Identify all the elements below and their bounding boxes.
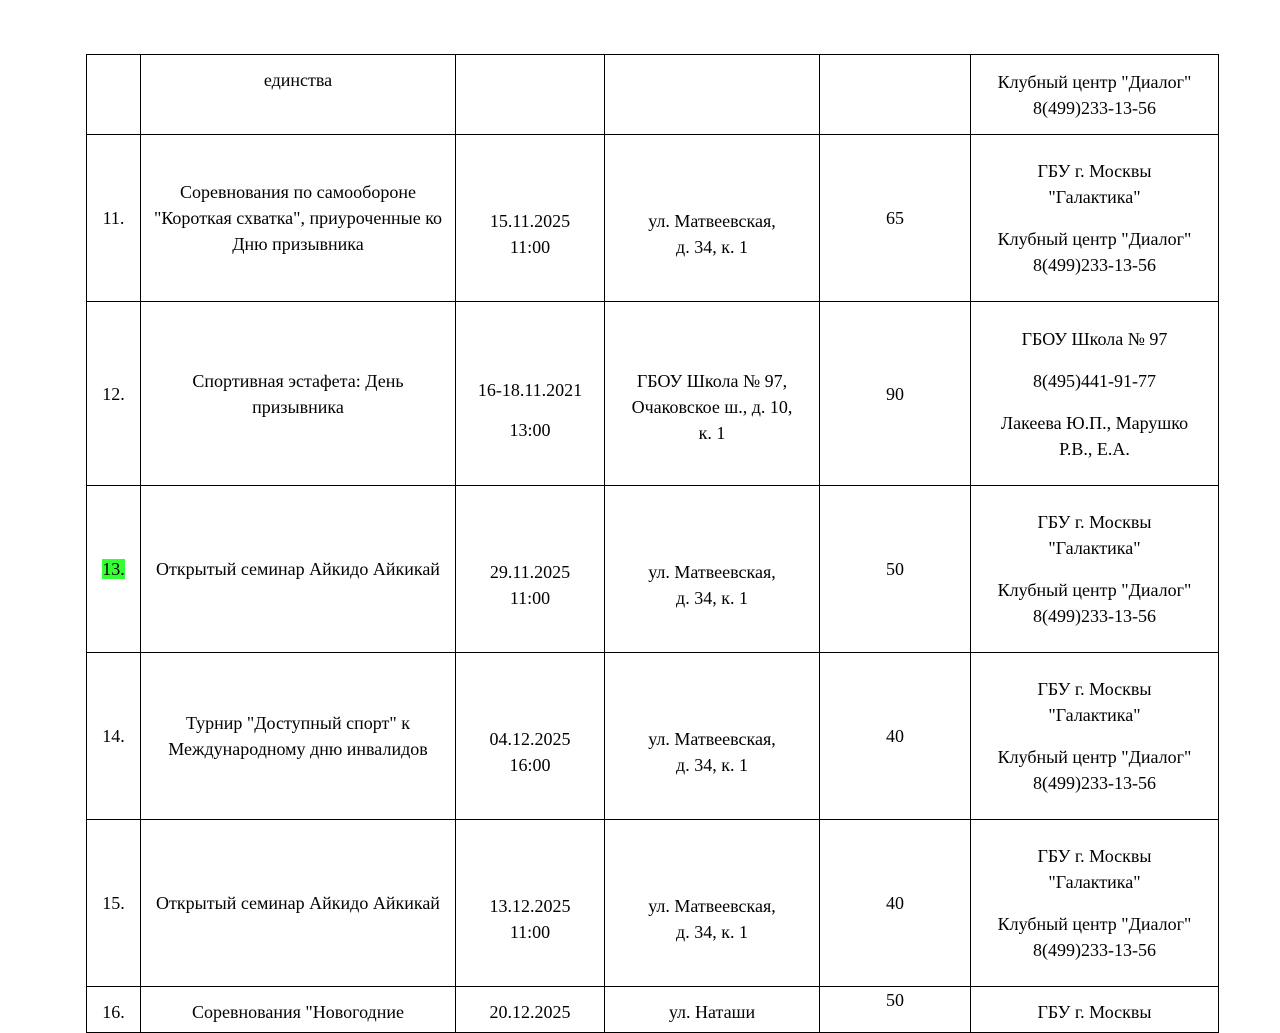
event-name-cell — [141, 55, 456, 135]
organizer-cell — [971, 135, 1219, 302]
event-date-line: 20.12.2025 — [489, 1001, 571, 1022]
table-row — [87, 486, 1219, 653]
event-place-line: Очаковское ш., д. 10, — [631, 397, 793, 417]
organizer-line: ГБОУ Школа № 97 — [1021, 328, 1168, 349]
organizer-line: Клубный центр "Диалог" — [997, 229, 1192, 249]
organizer-line: 8(495)441-91-77 — [1033, 370, 1156, 391]
row-number: 12. — [102, 383, 125, 404]
event-place-line: к. 1 — [698, 423, 726, 443]
event-name-line: Спортивная эстафета: День призывника — [192, 370, 404, 417]
organizer-block — [975, 843, 1214, 895]
event-date-cell — [456, 820, 605, 987]
participants-count-cell — [820, 653, 971, 820]
event-date-line: 13:00 — [509, 420, 551, 440]
event-place-cell — [605, 55, 820, 135]
organizer-block — [975, 368, 1214, 394]
table-row — [87, 820, 1219, 987]
organizer-line: "Галактика" — [1048, 705, 1141, 725]
event-name-line: Открытый семинар Айкидо Айкикай — [156, 559, 440, 579]
event-date-line: 15.11.2025 — [489, 210, 571, 231]
event-name-cell — [141, 653, 456, 820]
organizer-line: ГБУ г. Москвы — [1037, 1001, 1152, 1022]
organizer-cell — [971, 653, 1219, 820]
organizer-block — [975, 158, 1214, 210]
organizer-line: Р.В., Е.А. — [1059, 438, 1130, 459]
table-row — [87, 135, 1219, 302]
participants-count: 50 — [886, 559, 904, 579]
participants-count-cell — [820, 55, 971, 135]
organizer-line: 8(499)233-13-56 — [1033, 940, 1156, 960]
event-place-cell — [605, 820, 820, 987]
event-name-cell — [141, 820, 456, 987]
event-date-cell — [456, 302, 605, 486]
organizer-cell — [971, 302, 1219, 486]
organizer-line: "Галактика" — [1048, 872, 1141, 892]
organizer-line: 8(499)233-13-56 — [1033, 255, 1156, 275]
event-place-line: д. 34, к. 1 — [676, 236, 748, 257]
row-number: 16. — [102, 1001, 125, 1022]
organizer-line: Клубный центр "Диалог" — [997, 747, 1192, 767]
table-row — [87, 987, 1219, 1033]
table-row — [87, 653, 1219, 820]
participants-count-cell — [820, 135, 971, 302]
event-place-line: ул. Матвеевская, — [648, 895, 776, 916]
organizer-line: 8(499)233-13-56 — [1033, 97, 1156, 118]
organizer-block — [975, 999, 1214, 1025]
organizer-line: 8(499)233-13-56 — [1033, 773, 1156, 793]
event-place-cell — [605, 987, 820, 1033]
participants-count-cell — [820, 820, 971, 987]
event-name-cell — [141, 302, 456, 486]
event-place-cell — [605, 486, 820, 653]
events-table-body — [87, 55, 1219, 1033]
participants-count-cell — [820, 302, 971, 486]
participants-count: 90 — [886, 383, 904, 404]
participants-count: 40 — [886, 726, 904, 746]
organizer-line: 8(499)233-13-56 — [1033, 606, 1156, 626]
organizer-cell — [971, 987, 1219, 1033]
event-date-line: 29.11.2025 — [489, 561, 571, 582]
organizer-line: "Галактика" — [1048, 538, 1141, 558]
organizer-line: ГБУ г. Москвы — [1037, 846, 1152, 866]
table-row — [87, 55, 1219, 135]
organizer-line: "Галактика" — [1048, 187, 1141, 207]
event-place-cell — [605, 302, 820, 486]
event-place-line: ул. Матвеевская, — [648, 728, 776, 749]
participants-count: 40 — [886, 893, 904, 913]
organizer-block — [975, 69, 1214, 121]
organizer-block — [975, 744, 1214, 796]
organizer-line: Клубный центр "Диалог" — [997, 71, 1192, 92]
event-place-line: ГБОУ Школа № 97, — [636, 371, 788, 391]
event-date-line: 16-18.11.2021 — [477, 380, 583, 400]
organizer-line: Клубный центр "Диалог" — [997, 580, 1192, 600]
event-date-line: 13.12.2025 — [489, 895, 571, 916]
row-number-cell — [87, 486, 141, 653]
event-date-line: 11:00 — [509, 587, 551, 608]
row-number-cell — [87, 653, 141, 820]
row-number: 11. — [102, 208, 125, 228]
organizer-cell — [971, 55, 1219, 135]
event-date-cell — [456, 987, 605, 1033]
event-place-line: д. 34, к. 1 — [676, 587, 748, 608]
event-date-line: 16:00 — [509, 754, 551, 775]
row-number: 14. — [102, 726, 125, 746]
event-name-line: Соревнования "Новогодние — [192, 1001, 404, 1022]
row-number: 13. — [102, 559, 125, 579]
row-number-cell — [87, 135, 141, 302]
participants-count: 50 — [886, 990, 904, 1010]
event-place-line: д. 34, к. 1 — [676, 754, 748, 775]
event-date-cell — [456, 55, 605, 135]
event-name-cell — [141, 987, 456, 1033]
event-name-cell — [141, 135, 456, 302]
organizer-line: ГБУ г. Москвы — [1037, 161, 1152, 181]
participants-count: 65 — [886, 208, 904, 228]
events-table — [86, 54, 1219, 1033]
event-place-cell — [605, 135, 820, 302]
event-date-cell — [456, 486, 605, 653]
organizer-cell — [971, 820, 1219, 987]
event-place-line: ул. Наташи — [668, 1001, 756, 1022]
organizer-cell — [971, 486, 1219, 653]
organizer-line: Лакеева Ю.П., Марушко — [1000, 412, 1189, 433]
row-number: 15. — [102, 893, 125, 913]
participants-count-cell — [820, 987, 971, 1033]
organizer-block — [975, 326, 1214, 352]
event-name-cell — [141, 486, 456, 653]
event-name-line: единства — [263, 70, 333, 90]
row-number-cell — [87, 55, 141, 135]
event-name-line: Открытый семинар Айкидо Айкикай — [156, 893, 440, 913]
organizer-block — [975, 226, 1214, 278]
event-place-line: ул. Матвеевская, — [648, 561, 776, 582]
participants-count-cell — [820, 486, 971, 653]
event-name-line: Соревнования по самообороне "Короткая схватка", приуроченные ко Дню призывника — [153, 182, 443, 254]
row-number-cell — [87, 987, 141, 1033]
row-number-cell — [87, 820, 141, 987]
event-date-cell — [456, 653, 605, 820]
organizer-block — [975, 509, 1214, 561]
event-date-line: 11:00 — [509, 236, 551, 257]
event-date-cell — [456, 135, 605, 302]
event-place-line: д. 34, к. 1 — [676, 921, 748, 942]
event-date-line: 04.12.2025 — [489, 728, 571, 749]
table-row — [87, 302, 1219, 486]
organizer-block — [975, 410, 1214, 462]
row-number-cell — [87, 302, 141, 486]
event-name-line: Турнир "Доступный спорт" к Международному дню инвалидов — [168, 713, 428, 759]
event-place-line: ул. Матвеевская, — [648, 210, 776, 231]
organizer-block — [975, 911, 1214, 963]
event-date-line: 11:00 — [509, 921, 551, 942]
organizer-block — [975, 577, 1214, 629]
organizer-line: Клубный центр "Диалог" — [997, 914, 1192, 934]
organizer-line: ГБУ г. Москвы — [1037, 679, 1152, 699]
organizer-line: ГБУ г. Москвы — [1037, 512, 1152, 532]
organizer-block — [975, 676, 1214, 728]
event-place-cell — [605, 653, 820, 820]
